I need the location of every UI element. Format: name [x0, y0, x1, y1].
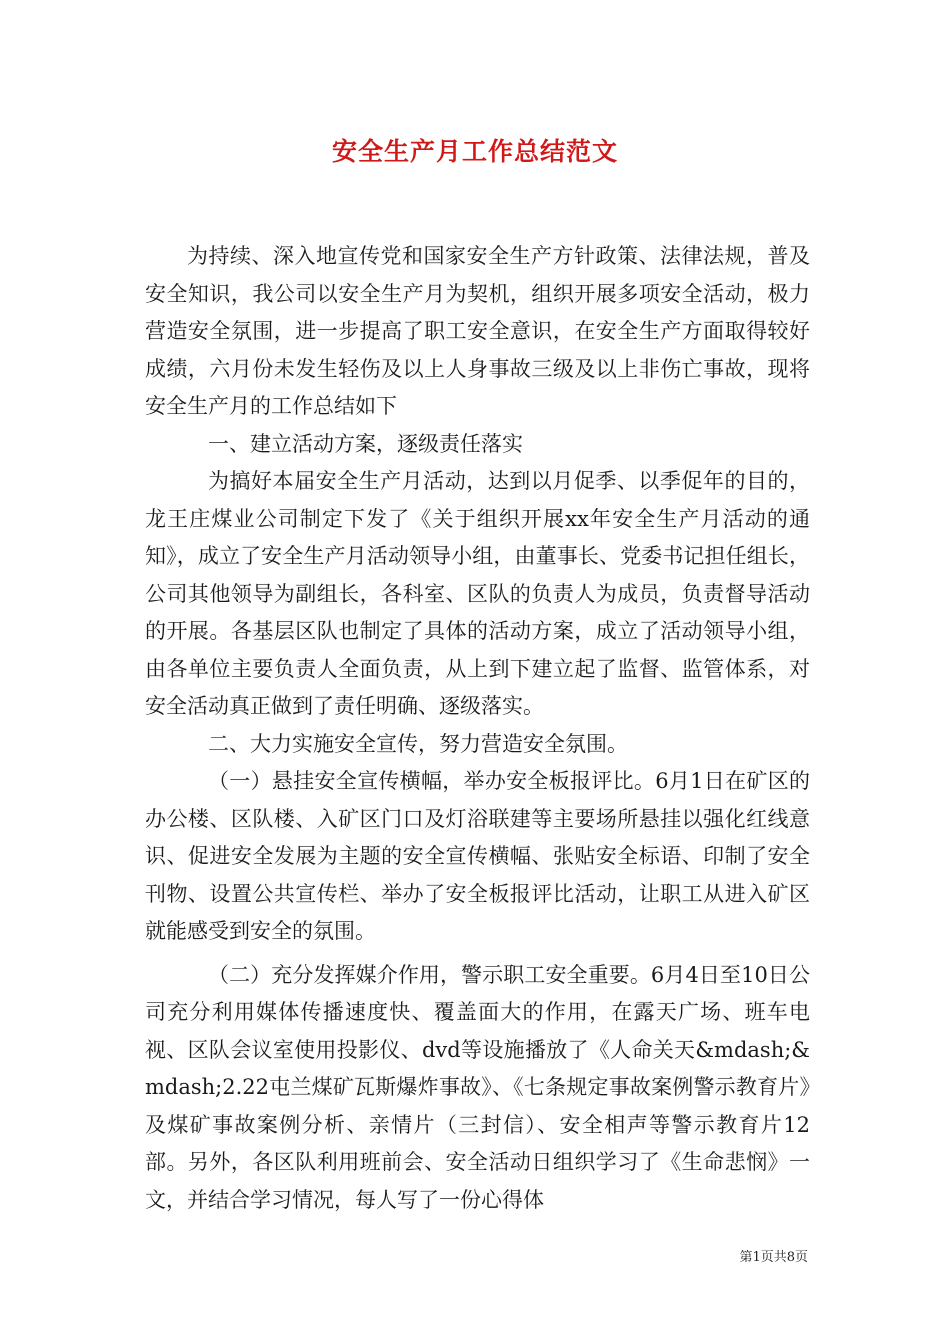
paragraph-section-1: 为搞好本届安全生产月活动，达到以月促季、以季促年的目的，龙王庄煤业公司制定下发了《关于组织开展xx年安全生产月活动的通知》，成立了安全生产月活动领导小组，由董事长、党委书记担任组长，公司其他领导为副组长，各科室、区队的负责人为成员，负责督导活动的开展。各基层区队也制定了具体的活动方案，成立了活动领导小组，由各单位主要负责人全面负责，从上到下建立起了监督、监管体系，对安全活动真正做到了责任明确、逐级落实。	[145, 469, 810, 718]
section-heading-1: 一、建立活动方案，逐级责任落实	[208, 431, 523, 456]
paragraph-subsection-1: （一）悬挂安全宣传横幅，举办安全板报评比。6月1日在矿区的办公楼、区队楼、入矿区门口及灯浴联建等主要场所悬挂以强化红线意识、促进安全发展为主题的安全宣传横幅、张贴安全标语、印制了安全刊物、设置公共宣传栏、举办了安全板报评比活动，让职工从进入矿区就能感受到安全的氛围。	[145, 769, 810, 943]
document-body	[145, 238, 810, 1219]
page-number: 第1页共8页	[739, 1250, 808, 1265]
section-heading-2: 二、大力实施安全宣传，努力营造安全氛围。	[208, 731, 628, 756]
paragraph-subsection-2: （二）充分发挥媒介作用，警示职工安全重要。6月4日至10日公司充分利用媒体传播速度快、覆盖面大的作用，在露天广场、班车电视、区队会议室使用投影仪、dvd等设施播放了《人命关天&mdash;&mdash;2.22屯兰煤矿瓦斯爆炸事故》、《七条规定事故案例警示教育片》及煤矿事故案例分析、亲情片（三封信）、安全相声等警示教育片12部。另外，各区队利用班前会、安全活动日组织学习了《生命悲悯》一文，并结合学习情况，每人写了一份心得体	[145, 962, 810, 1212]
document-title: 安全生产月工作总结范文	[331, 137, 618, 166]
paragraph-intro: 为持续、深入地宣传党和国家安全生产方针政策、法律法规，普及安全知识，我公司以安全生产月为契机，组织开展多项安全活动，极力营造安全氛围，进一步提高了职工安全意识，在安全生产方面取得较好成绩，六月份未发生轻伤及以上人身事故三级及以上非伤亡事故，现将安全生产月的工作总结如下	[145, 244, 810, 418]
